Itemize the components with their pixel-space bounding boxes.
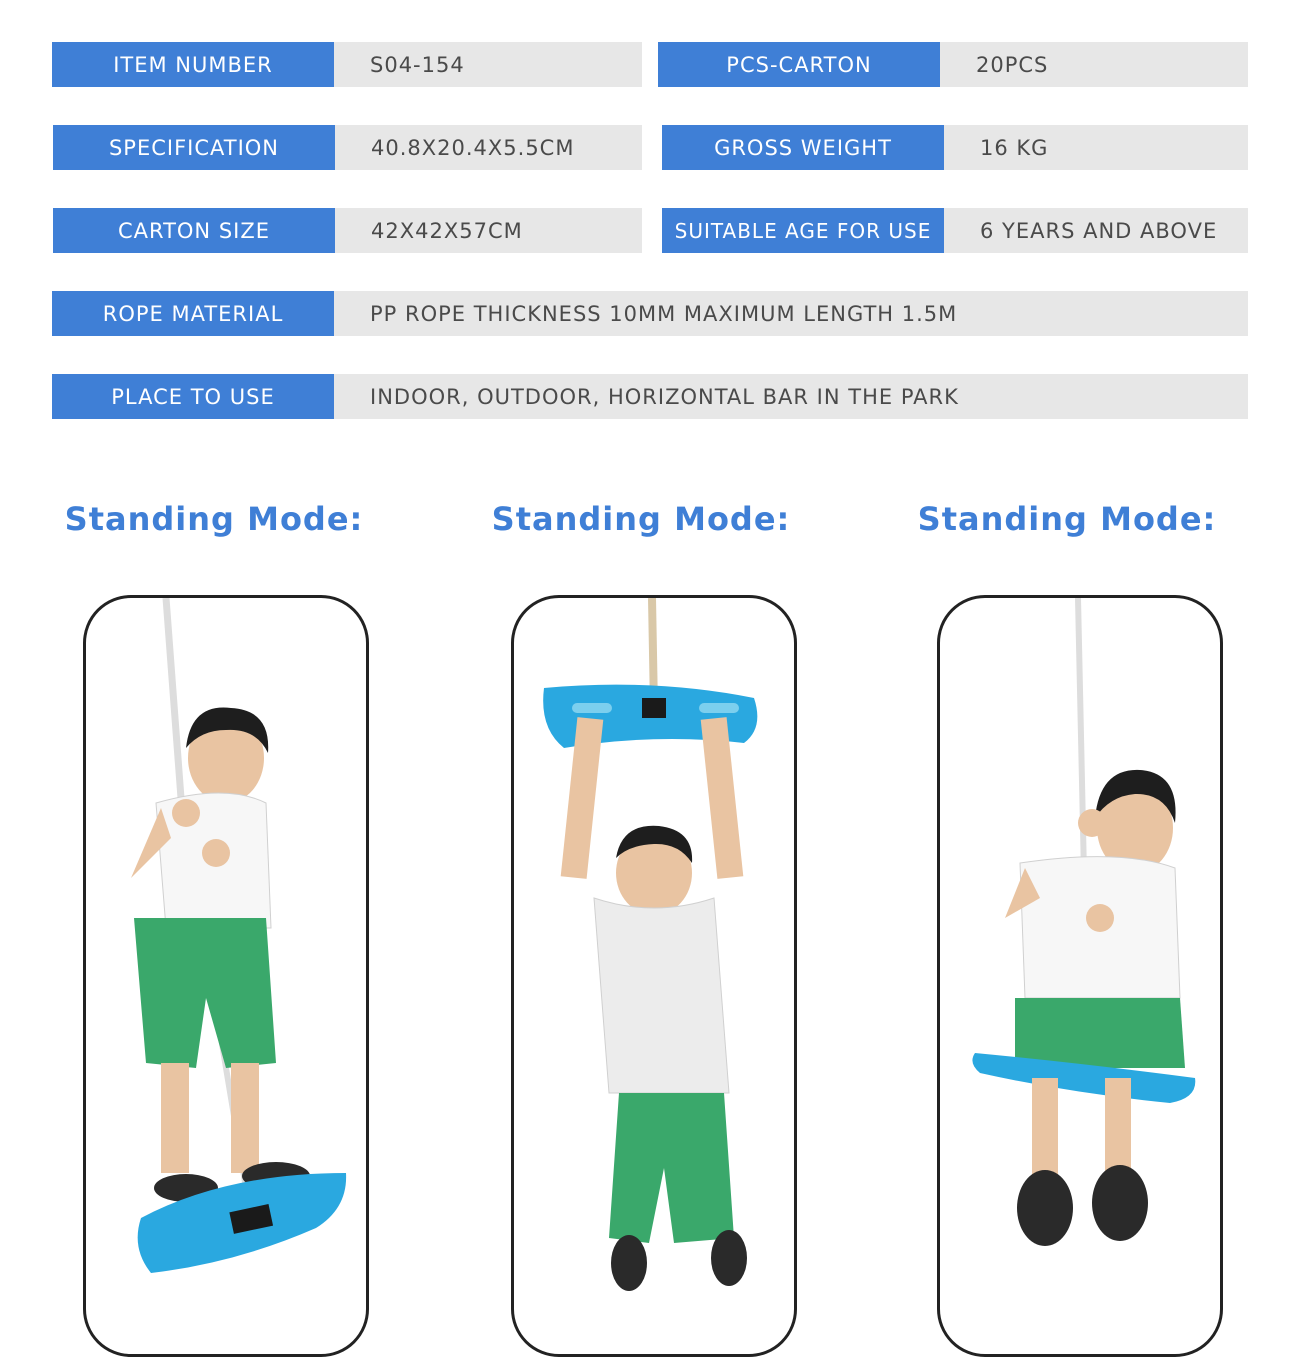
spec-row-suitable-age xyxy=(662,208,1248,253)
mode-title: Standing Mode: xyxy=(491,500,791,538)
spec-row-pcs-carton xyxy=(658,42,1248,87)
spec-label: CARTON SIZE xyxy=(53,208,335,253)
mode-title: Standing Mode: xyxy=(64,500,364,538)
spec-value: 40.8X20.4X5.5CM xyxy=(335,125,642,170)
spec-value: S04-154 xyxy=(334,42,642,87)
photo-frame-standing xyxy=(83,595,369,1357)
spec-label: SPECIFICATION xyxy=(53,125,335,170)
spec-label: PCS-CARTON xyxy=(658,42,940,87)
spec-value: INDOOR, OUTDOOR, HORIZONTAL BAR IN THE PARK xyxy=(334,374,1248,419)
spec-label: SUITABLE AGE FOR USE xyxy=(662,208,944,253)
spec-label: GROSS WEIGHT xyxy=(662,125,944,170)
spec-row-gross-weight xyxy=(662,125,1248,170)
spec-label: ITEM NUMBER xyxy=(52,42,334,87)
spec-label: ROPE MATERIAL xyxy=(52,291,334,336)
child-sitting-illustration xyxy=(940,598,1223,1357)
spec-value: 42X42X57CM xyxy=(335,208,642,253)
spec-value: 6 YEARS AND ABOVE xyxy=(944,208,1248,253)
spec-row-rope-material xyxy=(52,291,1248,336)
child-hanging-illustration xyxy=(514,598,797,1357)
mode-title: Standing Mode: xyxy=(917,500,1217,538)
photo-frame-sitting xyxy=(937,595,1223,1357)
spec-row-carton-size xyxy=(53,208,642,253)
spec-row-item-number xyxy=(52,42,642,87)
spec-label: PLACE TO USE xyxy=(52,374,334,419)
spec-row-place-to-use xyxy=(52,374,1248,419)
spec-row-specification xyxy=(53,125,642,170)
spec-value: PP ROPE THICKNESS 10MM MAXIMUM LENGTH 1.5M xyxy=(334,291,1248,336)
photo-frame-hanging xyxy=(511,595,797,1357)
child-standing-illustration xyxy=(86,598,369,1357)
spec-value: 16 KG xyxy=(944,125,1248,170)
spec-value: 20PCS xyxy=(940,42,1248,87)
